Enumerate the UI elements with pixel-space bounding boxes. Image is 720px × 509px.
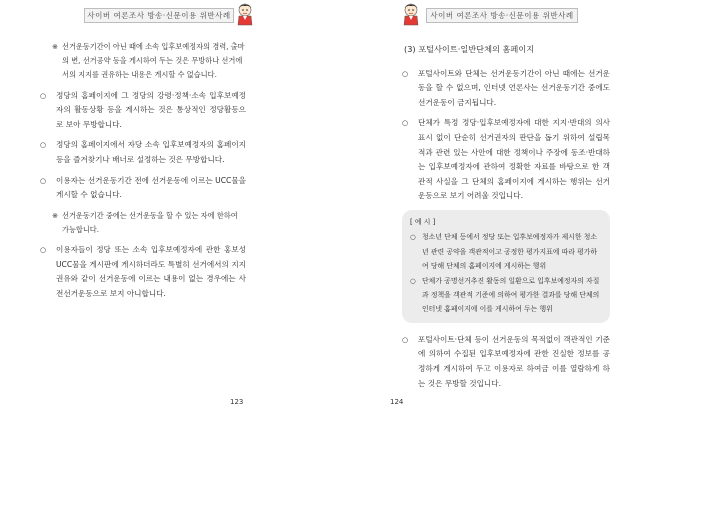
mascot-icon bbox=[400, 2, 422, 26]
example-item: ○ 단체가 공명선거추진 활동의 일환으로 입후보예정자의 자질과 정책을 객관적 기준에 의하여 평가한 결과를 당해 단체의 인터넷 홈페이지에 이를 게시하여 두는 행위 bbox=[410, 276, 600, 314]
mascot-icon bbox=[234, 2, 256, 26]
page-header: 사이버 여론조사 방송·신문이용 위반사례 bbox=[84, 8, 234, 23]
section-title: (3) 포털사이트·일반단체의 홈페이지 bbox=[404, 44, 535, 54]
right-page bbox=[360, 0, 720, 509]
example-box bbox=[402, 210, 610, 323]
note-campaign-info: ※ 선거운동기간이 아닌 때에 소속 입후보예정자의 경력, 출마의 변, 선거공약 등을 게시하여 두는 것은 무방하나 선거에서의 지지를 권유하는 내용은 게시할 수 없습니다. bbox=[52, 42, 245, 80]
note-during-period: ※ 선거운동기간 중에는 선거운동을 할 수 있는 자에 한하여 가능합니다. bbox=[52, 210, 238, 234]
page-number: 123 bbox=[230, 398, 244, 406]
page-header: 사이버 여론조사 방송·신문이용 위반사례 bbox=[426, 8, 578, 23]
example-title: [ 예 시 ] bbox=[410, 217, 436, 226]
right-page-content bbox=[402, 40, 610, 397]
bullet-item-objective-info: ○ 포털사이트·단체 등이 선거운동의 목적없이 객관적인 기준에 의하여 수집된 입후보예정자에 관한 진실한 정보를 공정하게 게시하여 두고 이용자로 하여금 이를 열람하게 하는 것은 무방할 것입니다. bbox=[402, 334, 610, 388]
page-number: 124 bbox=[390, 398, 404, 406]
left-page-content bbox=[40, 40, 246, 308]
example-item: ○ 청소년 단체 등에서 정당 또는 입후보예정자가 제시한 청소년 관련 공약을 객관적이고 공정한 평가지표에 따라 평가하여 당해 단체의 홈페이지에 게시하는 행위 bbox=[410, 233, 598, 271]
bullet-item-bookmark-banner: ○ 정당의 홈페이지에서 자당 소속 입후보예정자의 홈페이지 등을 즐겨찾기나 배너로 설정하는 것은 무방합니다. bbox=[40, 140, 246, 164]
bullet-item-organization: ○ 단체가 특정 정당·입후보예정자에 대한 지지·반대의 의사표시 없이 단순히 선거권자의 판단을 돕기 위하여 설립목적과 관련 있는 사안에 대한 정책이나 주장에 동조·반대하는 입후보예정자에 관하여 정확한 자료를 바탕으로 한 객관적 사실을 그 단체의 홈페이지에 게시하는 행위는 선거운동으로 보기 어려울 것입니다. bbox=[402, 118, 610, 201]
bullet-item-portal-sites: ○ 포털사이트와 단체는 선거운동기간이 아닌 때에는 선거운동을 할 수 없으며, 인터넷 언론사는 선거운동기간 중에도 선거운동이 금지됩니다. bbox=[402, 68, 610, 107]
bullet-item-ucc-before-period: ○ 이용자는 선거운동기간 전에 선거운동에 이르는 UCC물을 게시할 수 없습니다. bbox=[40, 175, 246, 200]
bullet-item-promotional-ucc: ○ 이용자들이 정당 또는 소속 입후보예정자에 관한 홍보성 UCC물을 게시판에 게시하더라도 특별히 선거에서의 지지 권유와 같이 선거운동에 이르는 내용이 없는 경우에는 사전선거운동으로 보지 아니합니다. bbox=[40, 245, 246, 298]
bullet-item-party-homepage: ○ 정당의 홈페이지에 그 정당의 강령·정책·소속 입후보예정자의 활동상황 등을 게시하는 것은 통상적인 정당활동으로 보아 무방합니다. bbox=[40, 90, 246, 129]
